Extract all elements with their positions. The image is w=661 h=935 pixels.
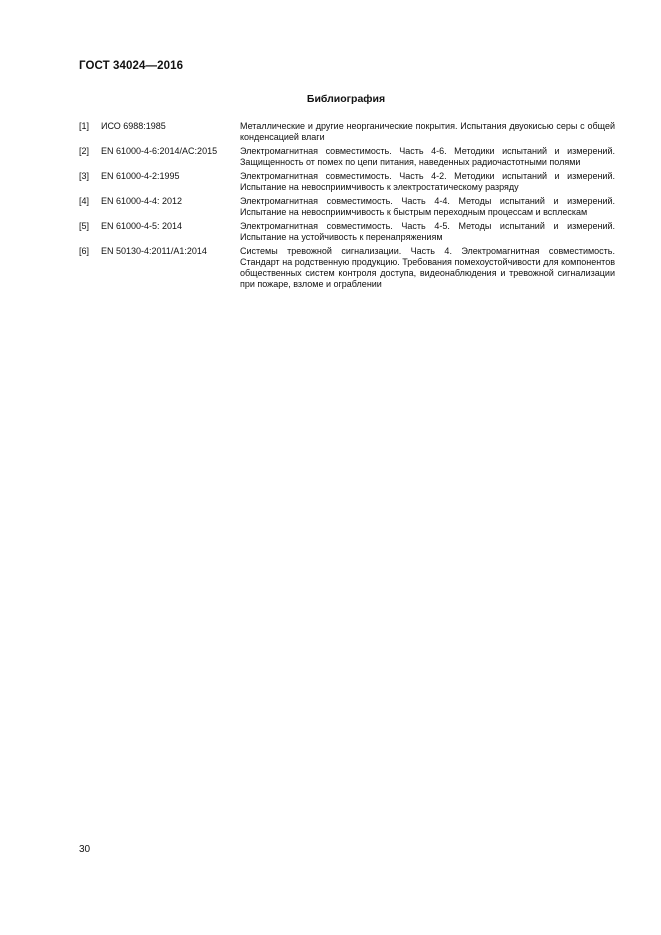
bibliography-entry <box>79 171 615 193</box>
entry-number: [6] <box>79 246 90 256</box>
entry-description: Электромагнитная совместимость. Часть 4-4. Методы испытаний и измерений. Испытание на невосприимчивость к быстрым переходным процессам и всплескам <box>240 196 615 217</box>
entry-code: EN 50130-4:2011/A1:2014 <box>101 246 207 256</box>
bibliography-list <box>79 121 615 293</box>
entry-description: Металлические и другие неорганические покрытия. Испытания двуокисью серы с общей конденсацией влаги <box>240 121 615 142</box>
entry-description: Электромагнитная совместимость. Часть 4-6. Методики испытаний и измерений. Защищенность от помех по цепи питания, наведенных радиочастотными полями <box>240 146 615 167</box>
entry-number: [3] <box>79 171 90 181</box>
bibliography-entry <box>79 196 615 218</box>
entry-description: Электромагнитная совместимость. Часть 4-2. Методики испытаний и измерений. Испытание на невосприимчивость к электростатическому разряду <box>240 171 615 192</box>
bibliography-entry <box>79 221 615 243</box>
entry-number: [4] <box>79 196 90 206</box>
entry-description: Системы тревожной сигнализации. Часть 4. Электромагнитная совместимость. Стандарт на родственную продукцию. Требования помехоустойчивости для компонентов общественных систем контроля доступа, видеонаблюдения и тревожной сигнализации при пожаре, взломе и ограблении <box>240 246 615 289</box>
entry-code: EN 61000-4-5: 2014 <box>101 221 183 231</box>
bibliography-entry <box>79 121 615 143</box>
entry-code: ИСО 6988:1985 <box>101 121 166 131</box>
document-header: ГОСТ 34024—2016 <box>79 60 184 72</box>
entry-code: EN 61000-4-2:1995 <box>101 171 180 181</box>
entry-number: [5] <box>79 221 90 231</box>
section-title: Библиография <box>306 93 386 105</box>
entry-code: EN 61000-4-6:2014/AC:2015 <box>101 146 218 156</box>
entry-number: [2] <box>79 146 90 156</box>
entry-code: EN 61000-4-4: 2012 <box>101 196 183 206</box>
page-number: 30 <box>79 844 91 855</box>
entry-description: Электромагнитная совместимость. Часть 4-5. Методы испытаний и измерений. Испытание на устойчивость к перенапряжениям <box>240 221 615 242</box>
bibliography-entry <box>79 146 615 168</box>
bibliography-entry <box>79 246 615 290</box>
entry-number: [1] <box>79 121 90 131</box>
